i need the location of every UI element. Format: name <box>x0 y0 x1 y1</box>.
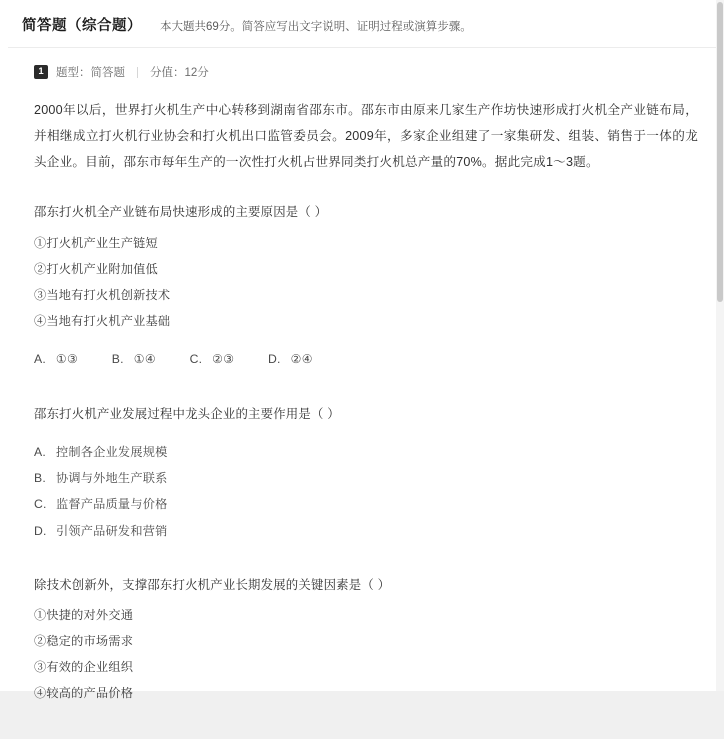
sub-question-1-text: 邵东打火机全产业链布局快速形成的主要原因是（ ） <box>34 205 328 220</box>
choice-1-c-text: ②③ <box>212 352 235 367</box>
sub-question-1-statement-2: ②打火机产业附加值低 <box>34 261 158 276</box>
sub-question-1 <box>34 201 698 373</box>
choice-1-a[interactable] <box>34 346 78 373</box>
meta-divider <box>137 67 138 78</box>
choice-1-b-text: ①④ <box>133 352 156 367</box>
choice-2-c[interactable] <box>34 491 698 517</box>
left-gutter <box>0 0 8 691</box>
sub-question-1-choices <box>34 346 698 373</box>
section-header <box>0 0 724 48</box>
question-card <box>0 48 724 739</box>
sub-question-2-text: 邵东打火机产业发展过程中龙头企业的主要作用是（ ） <box>34 407 340 422</box>
choice-1-b[interactable] <box>112 346 156 373</box>
sub-question-2 <box>34 403 698 544</box>
section-description: 本大题共69分。简答应写出文字说明、证明过程或演算步骤。 <box>160 21 472 33</box>
choice-2-b[interactable] <box>34 465 698 491</box>
question-meta <box>34 64 698 80</box>
choice-2-c-label: C. <box>34 497 47 512</box>
sub-question-1-statement-3: ③当地有打火机创新技术 <box>34 287 171 302</box>
choice-1-d-text: ②④ <box>290 352 313 367</box>
sub-question-1-statement-1: ①打火机产业生产链短 <box>34 236 158 250</box>
vertical-scrollbar[interactable] <box>716 0 724 691</box>
choice-1-a-text: ①③ <box>55 352 79 367</box>
choice-1-d[interactable] <box>268 346 313 373</box>
choice-2-b-label: B. <box>34 471 46 486</box>
sub-question-1-statement-4: ④当地有打火机产业基础 <box>34 313 171 328</box>
question-stem: 2000年以后，世界打火机生产中心转移到湖南省邵东市。邵东市由原来几家生产作坊快速形成打火机全产业链布局，并相继成立打火机行业协会和打火机出口监管委员会。2009年，多家企业组建了一家集研发、组装、销售于一体的龙头企业。目前，邵东市每年生产的一次性打火机占世界同类打火机总产量的70%。据此完成1～3题。 <box>34 103 698 169</box>
choice-2-a-text: 控制各企业发展规模 <box>56 444 168 459</box>
choice-1-d-label: D. <box>268 352 281 367</box>
choice-2-d-label: D. <box>34 523 47 538</box>
question-type-label: 题型：简答题 <box>56 67 125 79</box>
choice-2-d-text: 引领产品研发和营销 <box>56 523 168 538</box>
choice-2-d[interactable] <box>34 518 698 544</box>
scrollbar-thumb[interactable] <box>717 2 723 302</box>
choice-2-c-text: 监督产品质量与价格 <box>56 497 168 512</box>
choice-2-b-text: 协调与外地生产联系 <box>56 471 168 486</box>
choice-1-c[interactable] <box>190 346 235 373</box>
choice-2-a-label: A. <box>34 444 46 459</box>
sub-question-3-statement-3: ③有效的企业组织 <box>34 660 134 675</box>
choice-2-a[interactable] <box>34 439 698 465</box>
choice-1-c-label: C. <box>189 352 203 367</box>
sub-question-3-statement-1: ①快捷的对外交通 <box>34 608 134 623</box>
sub-question-3 <box>34 574 698 707</box>
section-title: 简答题（综合题） <box>22 18 142 34</box>
sub-question-3-text: 除技术创新外，支撑邵东打火机产业长期发展的关键因素是（ ） <box>34 577 391 592</box>
choice-1-b-label: B. <box>111 352 124 367</box>
question-number-badge: 1 <box>34 65 48 79</box>
question-score-label: 分值：12分 <box>150 67 209 79</box>
sub-question-2-choices <box>34 439 698 544</box>
choice-1-a-label: A. <box>34 352 46 367</box>
sub-question-3-statement-2: ②稳定的市场需求 <box>34 634 134 649</box>
sub-question-3-statement-4: ④较高的产品价格 <box>34 685 134 700</box>
